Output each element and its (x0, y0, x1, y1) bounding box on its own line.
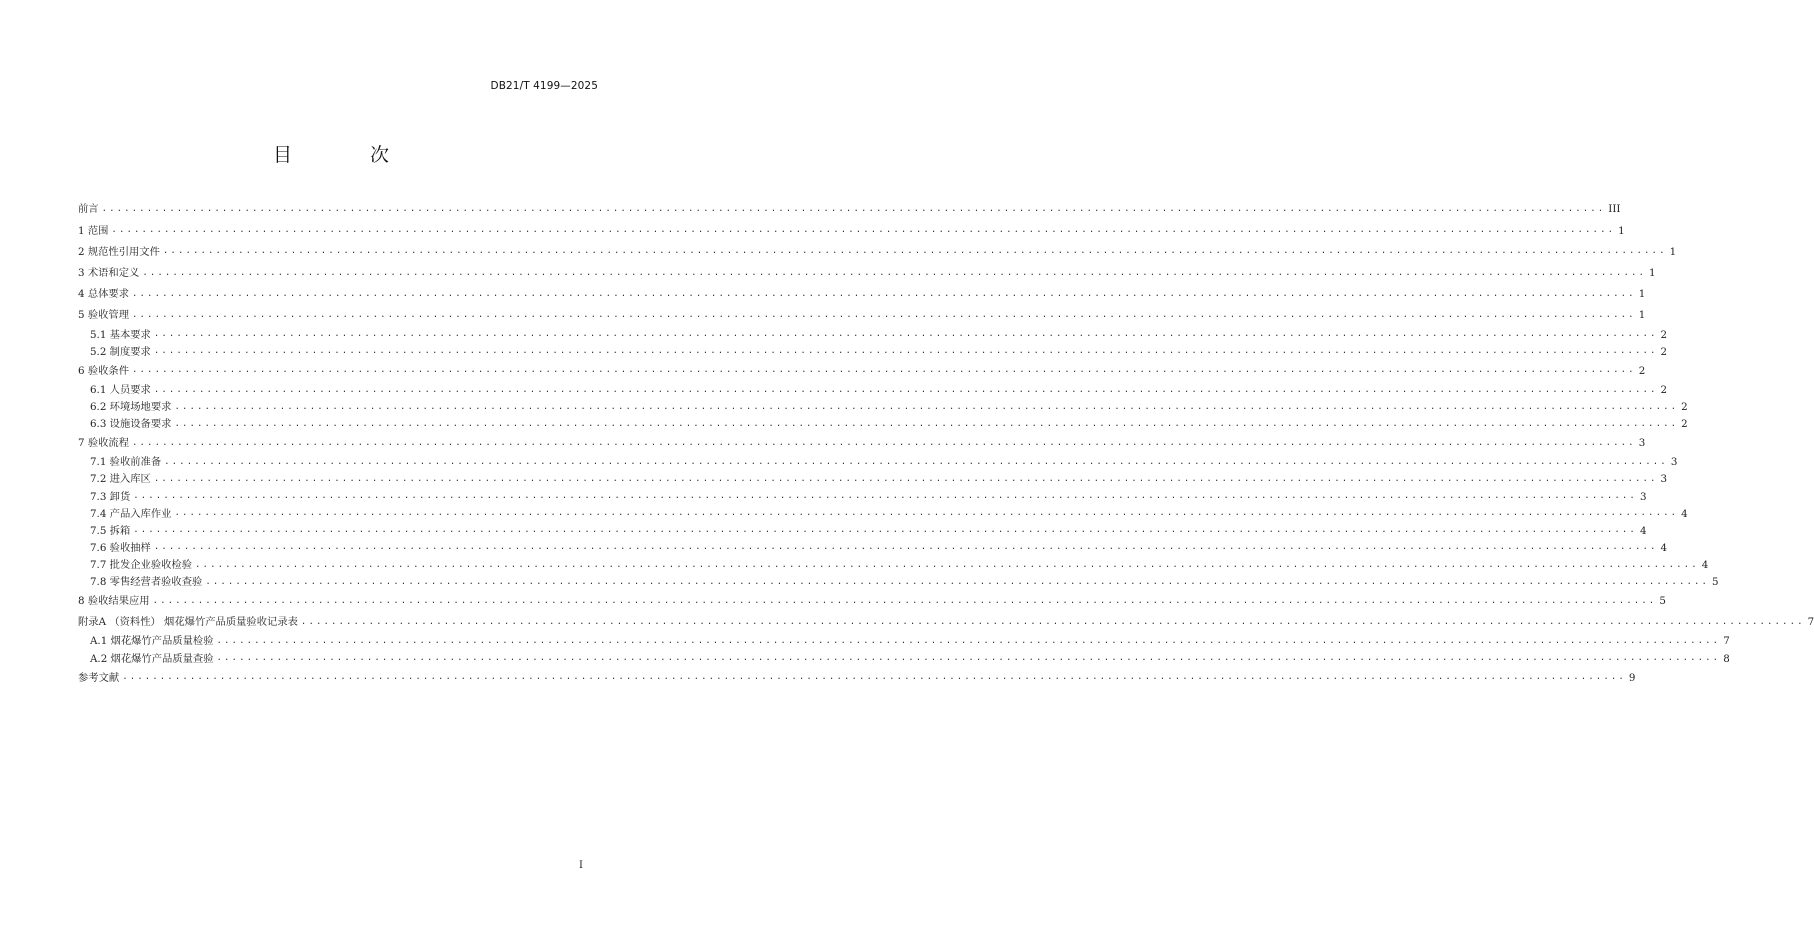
toc-subentry[interactable] (78, 539, 1668, 556)
toc-entry-label: 6.3 设施设备要求 (90, 418, 172, 431)
toc-entry-page: 5 (1712, 576, 1719, 589)
toc-entry-label: 7.1 验收前准备 (90, 456, 162, 469)
dot-leader: ........................................................................................................................................................................................................ (153, 474, 1658, 485)
dot-leader: ........................................................................................................................................................................................................ (132, 310, 1636, 321)
toc-entry-label: 7.3 卸货 (90, 490, 131, 503)
dot-leader: ........................................................................................................................................................................................................ (111, 225, 1616, 236)
dot-leader: ........................................................................................................................................................................................................ (162, 246, 1667, 257)
toc-entry-page: 3 (1638, 437, 1646, 450)
dot-leader: ........................................................................................................................................................................................................ (132, 437, 1636, 448)
toc-subentry[interactable] (78, 522, 1647, 539)
toc-entry[interactable] (78, 284, 1646, 305)
toc-subentry[interactable] (78, 382, 1668, 399)
dot-leader: ........................................................................................................................................................................................................ (153, 542, 1658, 553)
toc-entry-label: 参考文献 (78, 671, 120, 684)
toc-subentry[interactable] (78, 505, 1688, 522)
dot-leader: ........................................................................................................................................................................................................ (153, 329, 1658, 340)
dot-leader: ........................................................................................................................................................................................................ (300, 617, 1805, 627)
dot-leader: ........................................................................................................................................................................................................ (174, 508, 1679, 519)
page-title: 目 次 (272, 144, 426, 166)
toc-entry-page: 2 (1660, 345, 1668, 358)
toc-entry[interactable] (78, 591, 1666, 612)
toc-entry-label: 7.7 批发企业验收检验 (90, 558, 193, 571)
toc-entry[interactable] (78, 241, 1677, 262)
toc-subentry[interactable] (78, 416, 1688, 433)
document-code: DB21/T 4199—2025 (490, 80, 598, 92)
dot-leader: ........................................................................................................................................................................................................ (195, 559, 1699, 570)
toc-entry-page: 1 (1638, 288, 1646, 301)
toc-entry-label: 4 总体要求 (78, 288, 130, 301)
toc-entry-label: A.2 烟花爆竹产品质量查验 (90, 652, 214, 665)
page-number: I (579, 860, 583, 871)
toc-entry-page: 7 (1723, 635, 1730, 648)
toc-entry-page: 2 (1638, 364, 1646, 377)
toc-entry-label: 1 范围 (78, 224, 109, 237)
dot-leader: ........................................................................................................................................................................................................ (132, 365, 1636, 376)
toc-entry-label: 7.5 拆箱 (90, 524, 131, 537)
toc-subentry[interactable] (78, 399, 1688, 416)
toc-subentry[interactable] (78, 650, 1730, 667)
toc-entry-label: 7 验收流程 (78, 437, 130, 450)
toc-entry-label: 5.1 基本要求 (90, 328, 151, 341)
toc-entry-page: 4 (1681, 507, 1688, 520)
toc-subentry[interactable] (78, 454, 1678, 471)
toc-entry-page: 2 (1681, 400, 1688, 413)
toc-entry-label: 7.4 产品入库作业 (90, 507, 172, 520)
toc-entry[interactable] (78, 263, 1656, 284)
toc-entry-label: 7.8 零售经营者验收查验 (90, 576, 203, 589)
toc-subentry[interactable] (78, 343, 1668, 360)
table-of-contents (78, 199, 1814, 688)
toc-entry[interactable] (78, 199, 1621, 220)
dot-leader: ........................................................................................................................................................................................................ (122, 672, 1626, 683)
toc-entry[interactable] (78, 220, 1625, 241)
toc-entry[interactable] (78, 360, 1646, 381)
dot-leader: ........................................................................................................................................................................................................ (153, 384, 1658, 395)
dot-leader: ........................................................................................................................................................................................................ (152, 595, 1657, 606)
toc-entry-page: 7 (1807, 616, 1814, 629)
toc-entry-label: 7.2 进入库区 (90, 473, 151, 486)
toc-entry-label: 7.6 验收抽样 (90, 541, 151, 554)
toc-entry-page: 3 (1660, 473, 1668, 486)
toc-entry-label: 6.2 环境场地要求 (90, 400, 172, 413)
toc-entry[interactable] (78, 433, 1646, 454)
toc-entry-page: 4 (1660, 541, 1668, 554)
toc-entry-page: 4 (1701, 558, 1709, 571)
toc-entry-page: 3 (1670, 456, 1678, 469)
toc-subentry[interactable] (78, 488, 1647, 505)
dot-leader: ........................................................................................................................................................................................................ (153, 346, 1658, 357)
toc-entry[interactable] (78, 305, 1646, 326)
dot-leader: ........................................................................................................................................................................................................ (216, 636, 1721, 647)
dot-leader: ........................................................................................................................................................................................................ (133, 525, 1637, 536)
toc-entry-label: 5 验收管理 (78, 309, 130, 322)
toc-entry-label: 2 规范性引用文件 (78, 245, 160, 258)
toc-entry-page: 1 (1618, 224, 1625, 237)
toc-entry-label: 附录A （资料性） 烟花爆竹产品质量验收记录表 (78, 616, 298, 629)
dot-leader: ........................................................................................................................................................................................................ (164, 457, 1668, 468)
toc-entry-page: 8 (1723, 652, 1730, 665)
toc-entry-page: 2 (1660, 328, 1668, 341)
toc-entry-page: 9 (1628, 671, 1636, 684)
toc-entry[interactable] (78, 612, 1814, 633)
toc-subentry[interactable] (78, 574, 1719, 591)
toc-entry-page: 2 (1660, 383, 1668, 396)
dot-leader: ........................................................................................................................................................................................................ (205, 576, 1710, 587)
toc-entry-label: 前言 (78, 203, 99, 216)
toc-entry-page: 1 (1649, 267, 1656, 279)
toc-subentry[interactable] (78, 633, 1730, 650)
toc-entry-label: 6 验收条件 (78, 364, 130, 377)
dot-leader: ........................................................................................................................................................................................................ (133, 491, 1637, 502)
toc-subentry[interactable] (78, 326, 1668, 343)
dot-leader: ........................................................................................................................................................................................................ (142, 267, 1647, 278)
toc-entry-label: 6.1 人员要求 (90, 383, 151, 396)
toc-entry[interactable] (78, 667, 1636, 688)
dot-leader: ........................................................................................................................................................................................................ (216, 653, 1721, 664)
toc-entry-page: 1 (1638, 309, 1646, 322)
toc-entry-label: 5.2 制度要求 (90, 345, 151, 358)
dot-leader: ........................................................................................................................................................................................................ (101, 204, 1606, 215)
toc-subentry[interactable] (78, 557, 1709, 574)
dot-leader: ........................................................................................................................................................................................................ (174, 401, 1679, 412)
toc-subentry[interactable] (78, 471, 1668, 488)
toc-entry-label: 8 验收结果应用 (78, 595, 150, 608)
dot-leader: ........................................................................................................................................................................................................ (174, 418, 1679, 429)
toc-entry-page: 2 (1681, 418, 1688, 431)
dot-leader: ........................................................................................................................................................................................................ (132, 288, 1636, 299)
toc-entry-page: 4 (1639, 524, 1647, 537)
toc-entry-page: 3 (1639, 490, 1647, 503)
toc-entry-page: III (1608, 203, 1621, 216)
toc-entry-page: 1 (1669, 245, 1677, 258)
toc-entry-label: 3 术语和定义 (78, 267, 140, 279)
toc-entry-page: 5 (1659, 595, 1666, 608)
toc-entry-label: A.1 烟花爆竹产品质量检验 (90, 635, 214, 648)
